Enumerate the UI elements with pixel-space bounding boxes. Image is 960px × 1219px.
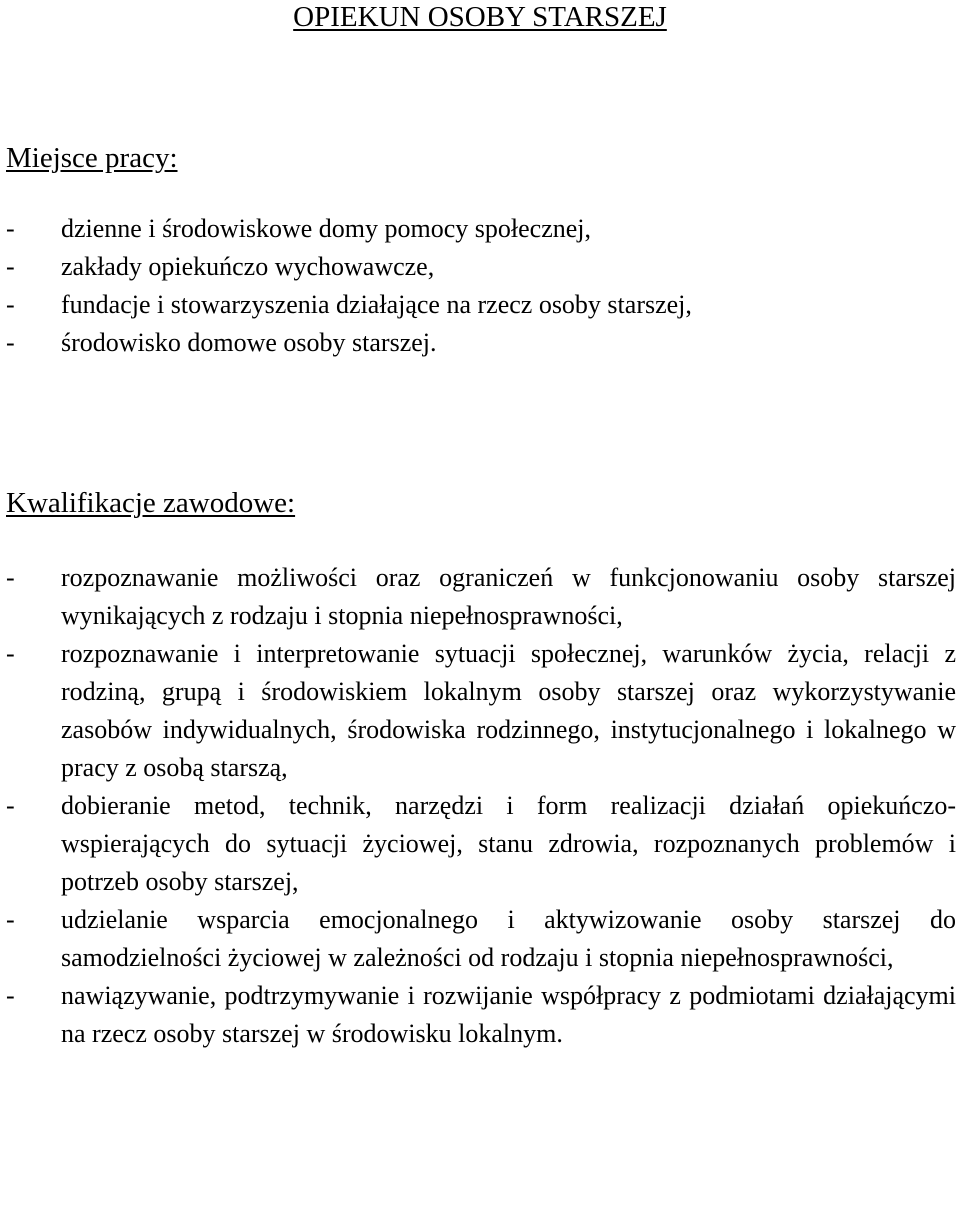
- list-item: [0, 324, 960, 362]
- list-item: [0, 210, 960, 248]
- bullet-dash: -: [6, 214, 15, 243]
- bullet-dash: -: [6, 252, 15, 281]
- list-item: [0, 901, 960, 977]
- list-item: [0, 248, 960, 286]
- list-item: [0, 787, 960, 901]
- list-item-text: udzielanie wsparcia emocjonalnego i aktywizowanie osoby starszej do samodzielności życiowej w zależności od rodzaju i stopnia niepełnosprawności,: [61, 905, 956, 972]
- bullet-dash: -: [6, 905, 15, 934]
- list-item-text: nawiązywanie, podtrzymywanie i rozwijanie współpracy z podmiotami działającymi na rzecz osoby starszej w środowisku lokalnym.: [61, 981, 956, 1048]
- list-item-text: fundacje i stowarzyszenia działające na rzecz osoby starszej,: [61, 290, 692, 319]
- bullet-dash: -: [6, 791, 15, 820]
- workplace-heading: Miejsce pracy:: [6, 142, 178, 174]
- list-item: [0, 559, 960, 635]
- qualifications-heading: Kwalifikacje zawodowe:: [6, 487, 296, 519]
- bullet-dash: -: [6, 563, 15, 592]
- list-item-text: dobieranie metod, technik, narzędzi i form realizacji działań opiekuńczo-wspierających do sytuacji życiowej, stanu zdrowia, rozpoznanych problemów i potrzeb osoby starszej,: [61, 791, 956, 896]
- list-item-text: zakłady opiekuńczo wychowawcze,: [61, 252, 435, 281]
- list-item-text: rozpoznawanie i interpretowanie sytuacji społecznej, warunków życia, relacji z rodziną, grupą i środowiskiem lokalnym osoby starszej oraz wykorzystywanie zasobów indywidualnych, środowiska rodzinnego, instytucjonalnego i lokalnego w pracy z osobą starszą,: [61, 639, 956, 782]
- workplace-list: [0, 210, 960, 362]
- bullet-dash: -: [6, 981, 15, 1010]
- bullet-dash: -: [6, 290, 15, 319]
- list-item: [0, 286, 960, 324]
- bullet-dash: -: [6, 639, 15, 668]
- list-item: [0, 977, 960, 1053]
- list-item-text: środowisko domowe osoby starszej.: [61, 328, 437, 357]
- bullet-dash: -: [6, 328, 15, 357]
- list-item-text: rozpoznawanie możliwości oraz ograniczeń w funkcjonowaniu osoby starszej wynikających z rodzaju i stopnia niepełnosprawności,: [61, 563, 956, 630]
- list-item: [0, 635, 960, 787]
- list-item-text: dzienne i środowiskowe domy pomocy społecznej,: [61, 214, 591, 243]
- page-title: OPIEKUN OSOBY STARSZEJ: [293, 1, 667, 33]
- qualifications-list: [0, 559, 960, 1053]
